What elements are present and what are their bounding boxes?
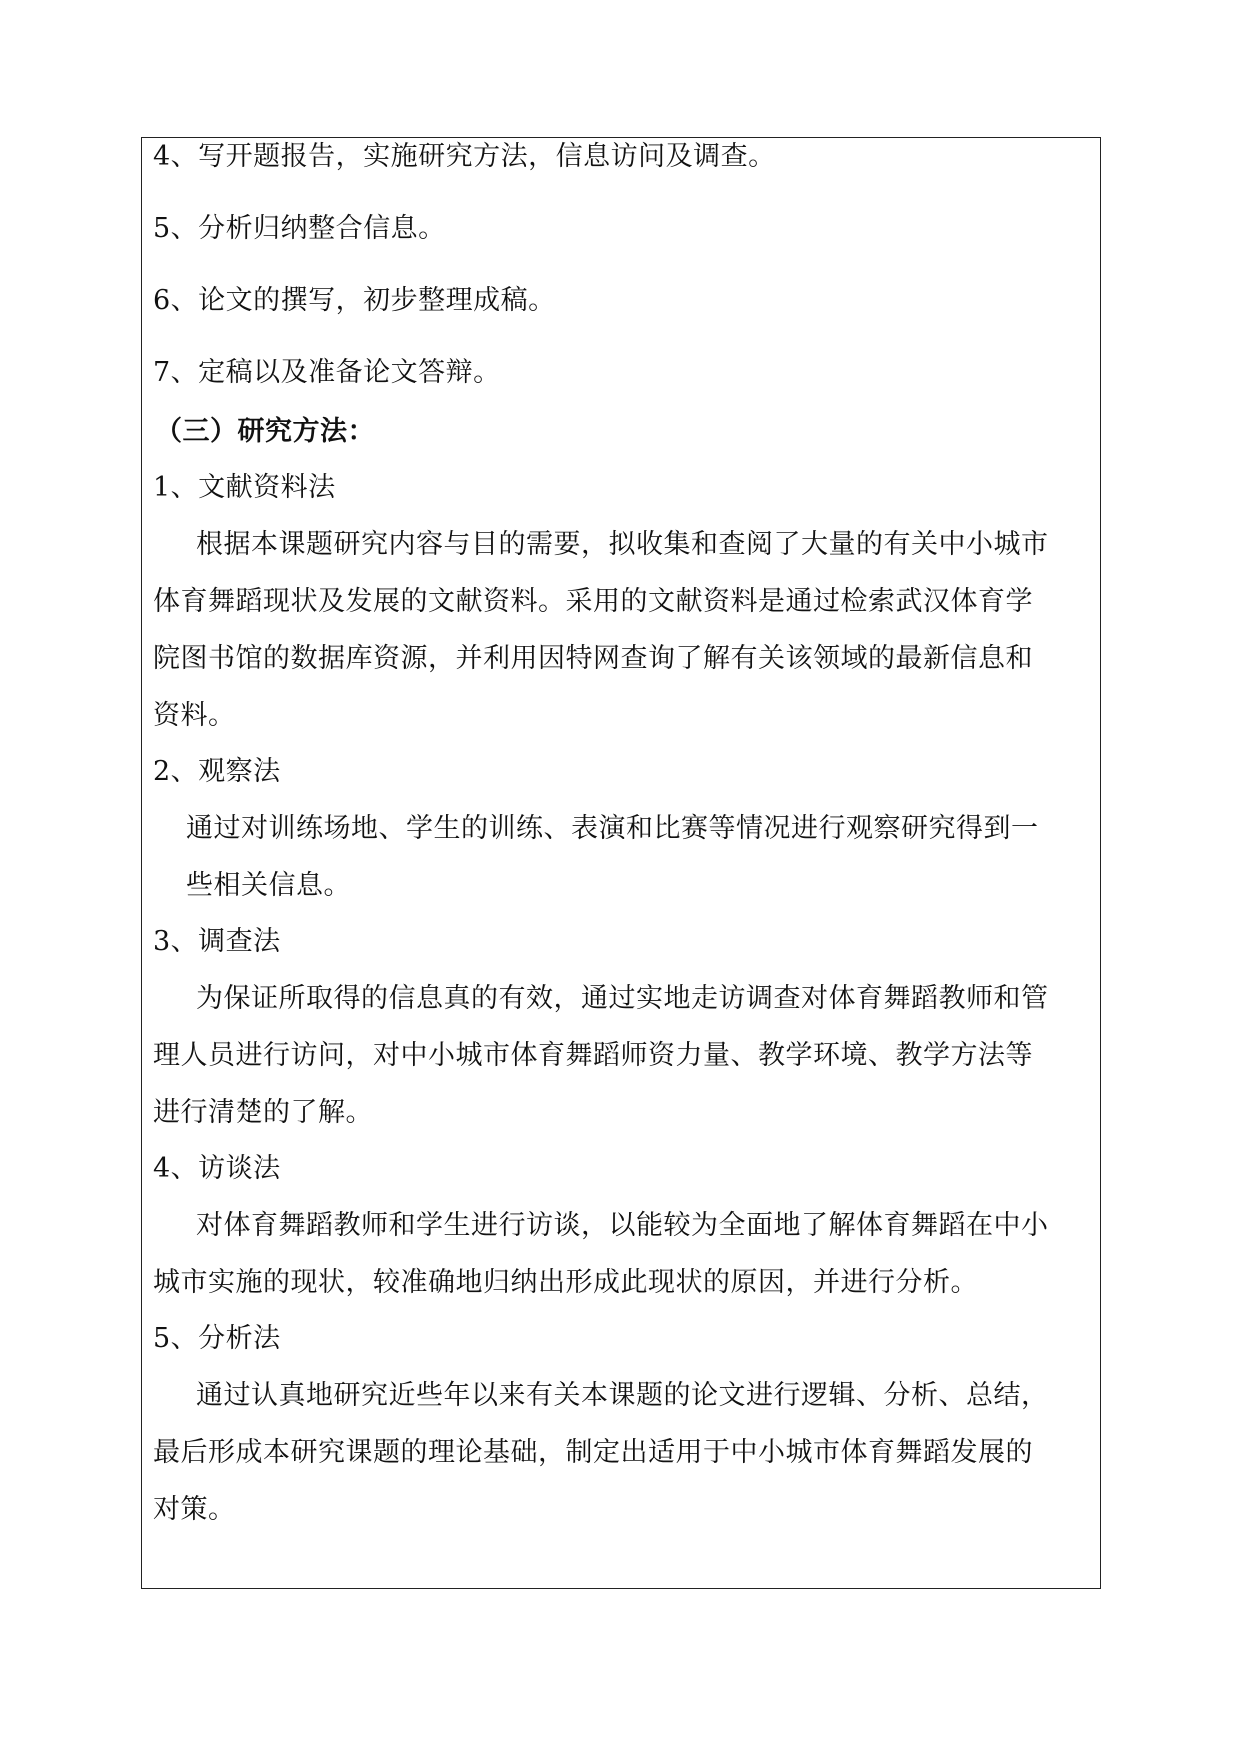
table-cell-border [141,137,1101,1589]
method-paragraph-line: 些相关信息。 [186,870,351,901]
step-7: 7、定稿以及准备论文答辩。 [153,357,501,388]
method-paragraph-line: 通过认真地研究近些年以来有关本课题的论文进行逻辑、分析、总结， [196,1380,1049,1411]
method-title-analysis: 5、分析法 [153,1323,281,1354]
method-paragraph-line: 体育舞蹈现状及发展的文献资料。采用的文献资料是通过检索武汉体育学 [153,586,1033,617]
method-paragraph-line: 为保证所取得的信息真的有效，通过实地走访调查对体育舞蹈教师和管 [196,983,1049,1014]
method-paragraph-line: 资料。 [153,700,236,731]
method-title-literature: 1、文献资料法 [153,472,336,503]
method-paragraph-line: 院图书馆的数据库资源，并利用因特网查询了解有关该领域的最新信息和 [153,643,1033,674]
method-paragraph-line: 对体育舞蹈教师和学生进行访谈，以能较为全面地了解体育舞蹈在中小 [196,1210,1049,1241]
method-title-observation: 2、观察法 [153,756,281,787]
method-paragraph-line: 进行清楚的了解。 [153,1097,373,1128]
section-heading: （三）研究方法： [155,416,375,447]
method-title-survey: 3、调查法 [153,926,281,957]
step-4: 4、写开题报告，实施研究方法，信息访问及调查。 [153,141,776,172]
method-paragraph-line: 通过对训练场地、学生的训练、表演和比赛等情况进行观察研究得到一 [186,813,1039,844]
method-paragraph-line: 城市实施的现状，较准确地归纳出形成此现状的原因，并进行分析。 [153,1267,978,1298]
step-5: 5、分析归纳整合信息。 [153,213,446,244]
step-6: 6、论文的撰写，初步整理成稿。 [153,285,556,316]
method-title-interview: 4、访谈法 [153,1153,281,1184]
method-paragraph-line: 根据本课题研究内容与目的需要，拟收集和查阅了大量的有关中小城市 [196,529,1049,560]
method-paragraph-line: 对策。 [153,1494,236,1525]
method-paragraph-line: 最后形成本研究课题的理论基础，制定出适用于中小城市体育舞蹈发展的 [153,1437,1033,1468]
method-paragraph-line: 理人员进行访问，对中小城市体育舞蹈师资力量、教学环境、教学方法等 [153,1040,1033,1071]
